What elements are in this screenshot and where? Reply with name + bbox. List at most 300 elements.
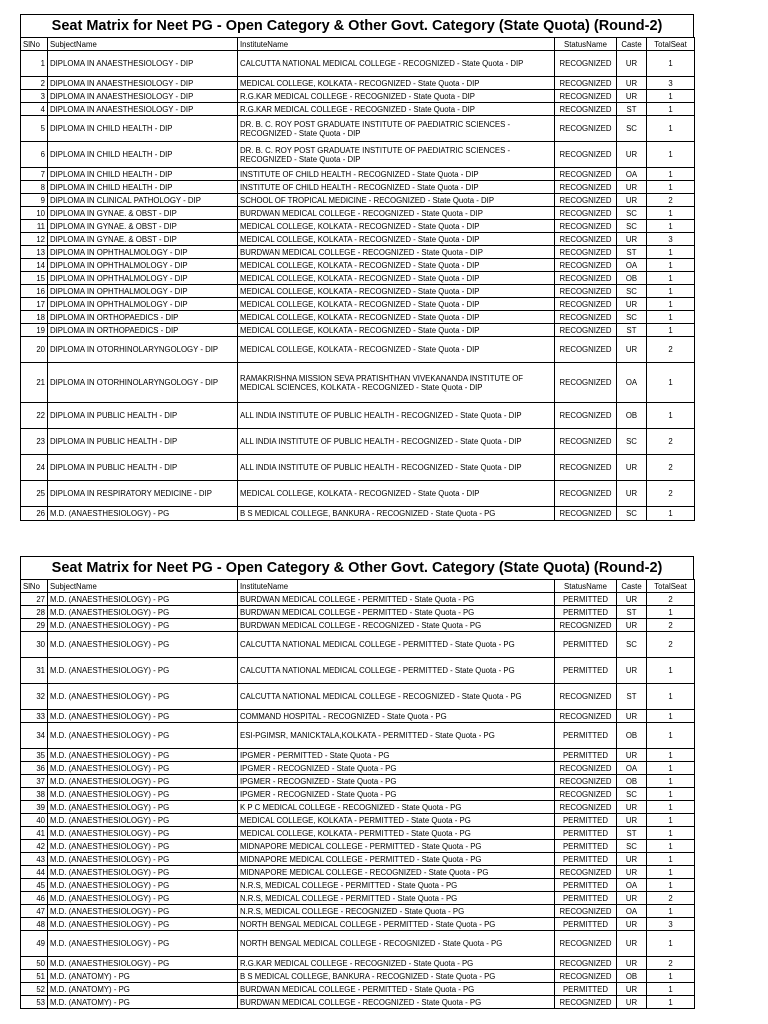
row-subject: M.D. (ANAESTHESIOLOGY) - PG — [48, 905, 238, 918]
row-total-seat: 2 — [647, 455, 695, 481]
row-subject: DIPLOMA IN CHILD HEALTH - DIP — [48, 181, 238, 194]
table-row — [21, 507, 695, 521]
row-institute: MIDNAPORE MEDICAL COLLEGE - PERMITTED - State Quota - PG — [238, 840, 555, 853]
row-subject: DIPLOMA IN OTORHINOLARYNGOLOGY - DIP — [48, 337, 238, 363]
row-institute: MEDICAL COLLEGE, KOLKATA - RECOGNIZED - State Quota - DIP — [238, 272, 555, 285]
row-total-seat: 1 — [647, 996, 695, 1009]
row-caste: UR — [617, 51, 647, 77]
row-subject: DIPLOMA IN OTORHINOLARYNGOLOGY - DIP — [48, 363, 238, 403]
row-institute: IPGMER - PERMITTED - State Quota - PG — [238, 749, 555, 762]
row-total-seat: 1 — [647, 710, 695, 723]
row-total-seat: 1 — [647, 723, 695, 749]
row-slno: 18 — [21, 311, 48, 324]
row-subject: M.D. (ANAESTHESIOLOGY) - PG — [48, 762, 238, 775]
col-header-slno: SlNo — [21, 580, 48, 593]
row-subject: M.D. (ANAESTHESIOLOGY) - PG — [48, 814, 238, 827]
row-caste: UR — [617, 181, 647, 194]
table-row — [21, 103, 695, 116]
row-slno: 23 — [21, 429, 48, 455]
row-total-seat: 1 — [647, 606, 695, 619]
table-row — [21, 983, 695, 996]
row-total-seat: 2 — [647, 194, 695, 207]
row-total-seat: 1 — [647, 311, 695, 324]
row-subject: DIPLOMA IN ORTHOPAEDICS - DIP — [48, 311, 238, 324]
row-caste: UR — [617, 298, 647, 311]
row-institute: MEDICAL COLLEGE, KOLKATA - RECOGNIZED - State Quota - DIP — [238, 298, 555, 311]
row-caste: SC — [617, 840, 647, 853]
row-caste: ST — [617, 606, 647, 619]
row-institute: COMMAND HOSPITAL - RECOGNIZED - State Quota - PG — [238, 710, 555, 723]
row-total-seat: 1 — [647, 853, 695, 866]
row-institute: MEDICAL COLLEGE, KOLKATA - RECOGNIZED - State Quota - DIP — [238, 233, 555, 246]
table-row — [21, 879, 695, 892]
row-caste: OB — [617, 775, 647, 788]
row-slno: 48 — [21, 918, 48, 931]
row-institute: MEDICAL COLLEGE, KOLKATA - RECOGNIZED - State Quota - DIP — [238, 481, 555, 507]
row-status: RECOGNIZED — [555, 619, 617, 632]
row-caste: OA — [617, 762, 647, 775]
row-subject: DIPLOMA IN CHILD HEALTH - DIP — [48, 142, 238, 168]
row-institute: BURDWAN MEDICAL COLLEGE - RECOGNIZED - State Quota - DIP — [238, 246, 555, 259]
table-row — [21, 684, 695, 710]
table-row — [21, 259, 695, 272]
row-institute: NORTH BENGAL MEDICAL COLLEGE - RECOGNIZED - State Quota - PG — [238, 931, 555, 957]
row-slno: 38 — [21, 788, 48, 801]
row-subject: M.D. (ANAESTHESIOLOGY) - PG — [48, 710, 238, 723]
row-status: PERMITTED — [555, 658, 617, 684]
row-status: PERMITTED — [555, 879, 617, 892]
row-subject: M.D. (ANAESTHESIOLOGY) - PG — [48, 827, 238, 840]
row-status: PERMITTED — [555, 983, 617, 996]
row-slno: 3 — [21, 90, 48, 103]
row-subject: DIPLOMA IN PUBLIC HEALTH - DIP — [48, 455, 238, 481]
row-institute: MEDICAL COLLEGE, KOLKATA - PERMITTED - State Quota - PG — [238, 814, 555, 827]
row-status: RECOGNIZED — [555, 481, 617, 507]
table-body — [21, 593, 695, 1009]
row-status: RECOGNIZED — [555, 298, 617, 311]
row-slno: 31 — [21, 658, 48, 684]
table-row — [21, 775, 695, 788]
row-status: RECOGNIZED — [555, 259, 617, 272]
row-total-seat: 1 — [647, 749, 695, 762]
row-slno: 17 — [21, 298, 48, 311]
row-caste: UR — [617, 710, 647, 723]
row-total-seat: 1 — [647, 905, 695, 918]
table-row — [21, 632, 695, 658]
row-caste: SC — [617, 788, 647, 801]
row-subject: DIPLOMA IN OPHTHALMOLOGY - DIP — [48, 298, 238, 311]
row-institute: ALL INDIA INSTITUTE OF PUBLIC HEALTH - RECOGNIZED - State Quota - DIP — [238, 429, 555, 455]
row-subject: DIPLOMA IN CHILD HEALTH - DIP — [48, 168, 238, 181]
row-total-seat: 2 — [647, 632, 695, 658]
col-header-slno: SlNo — [21, 38, 48, 51]
table-row — [21, 272, 695, 285]
row-slno: 19 — [21, 324, 48, 337]
table-row — [21, 311, 695, 324]
table-body — [21, 51, 695, 521]
row-total-seat: 1 — [647, 983, 695, 996]
row-institute: R.G.KAR MEDICAL COLLEGE - RECOGNIZED - State Quota - DIP — [238, 90, 555, 103]
header-row — [21, 580, 695, 593]
row-caste: UR — [617, 337, 647, 363]
col-header-status: StatusName — [555, 580, 617, 593]
table-row — [21, 892, 695, 905]
row-subject: DIPLOMA IN CHILD HEALTH - DIP — [48, 116, 238, 142]
row-total-seat: 1 — [647, 684, 695, 710]
row-caste: OB — [617, 272, 647, 285]
row-institute: CALCUTTA NATIONAL MEDICAL COLLEGE - PERMITTED - State Quota - PG — [238, 632, 555, 658]
row-caste: UR — [617, 801, 647, 814]
table-row — [21, 181, 695, 194]
row-caste: UR — [617, 481, 647, 507]
row-slno: 12 — [21, 233, 48, 246]
table-row — [21, 116, 695, 142]
col-header-subject: SubjectName — [48, 580, 238, 593]
table-row — [21, 363, 695, 403]
row-institute: MEDICAL COLLEGE, KOLKATA - RECOGNIZED - State Quota - DIP — [238, 324, 555, 337]
table-row — [21, 285, 695, 298]
row-status: RECOGNIZED — [555, 788, 617, 801]
row-institute: DR. B. C. ROY POST GRADUATE INSTITUTE OF PAEDIATRIC SCIENCES - RECOGNIZED - State Quota - DIP — [238, 142, 555, 168]
row-subject: DIPLOMA IN PUBLIC HEALTH - DIP — [48, 403, 238, 429]
row-total-seat: 1 — [647, 814, 695, 827]
row-caste: UR — [617, 918, 647, 931]
row-slno: 29 — [21, 619, 48, 632]
table-row — [21, 606, 695, 619]
row-slno: 45 — [21, 879, 48, 892]
row-subject: M.D. (ANAESTHESIOLOGY) - PG — [48, 593, 238, 606]
table-row — [21, 142, 695, 168]
row-total-seat: 1 — [647, 272, 695, 285]
row-institute: R.G.KAR MEDICAL COLLEGE - RECOGNIZED - State Quota - DIP — [238, 103, 555, 116]
row-slno: 49 — [21, 931, 48, 957]
row-caste: ST — [617, 103, 647, 116]
row-slno: 6 — [21, 142, 48, 168]
row-total-seat: 3 — [647, 233, 695, 246]
row-institute: BURDWAN MEDICAL COLLEGE - PERMITTED - State Quota - PG — [238, 983, 555, 996]
row-slno: 10 — [21, 207, 48, 220]
row-caste: UR — [617, 866, 647, 879]
row-status: RECOGNIZED — [555, 363, 617, 403]
table-row — [21, 905, 695, 918]
row-status: PERMITTED — [555, 632, 617, 658]
row-subject: M.D. (ANAESTHESIOLOGY) - PG — [48, 918, 238, 931]
row-institute: CALCUTTA NATIONAL MEDICAL COLLEGE - RECOGNIZED - State Quota - DIP — [238, 51, 555, 77]
seat-matrix-table — [20, 37, 695, 521]
row-subject: DIPLOMA IN ANAESTHESIOLOGY - DIP — [48, 103, 238, 116]
row-status: RECOGNIZED — [555, 246, 617, 259]
row-status: RECOGNIZED — [555, 207, 617, 220]
row-slno: 21 — [21, 363, 48, 403]
row-slno: 43 — [21, 853, 48, 866]
row-institute: ALL INDIA INSTITUTE OF PUBLIC HEALTH - RECOGNIZED - State Quota - DIP — [238, 403, 555, 429]
table-row — [21, 996, 695, 1009]
row-subject: M.D. (ANAESTHESIOLOGY) - PG — [48, 658, 238, 684]
row-institute: MEDICAL COLLEGE, KOLKATA - RECOGNIZED - State Quota - DIP — [238, 259, 555, 272]
row-subject: DIPLOMA IN OPHTHALMOLOGY - DIP — [48, 246, 238, 259]
row-subject: DIPLOMA IN GYNAE. & OBST - DIP — [48, 220, 238, 233]
row-caste: OA — [617, 363, 647, 403]
table-row — [21, 723, 695, 749]
table-row — [21, 298, 695, 311]
table-row — [21, 481, 695, 507]
row-caste: UR — [617, 142, 647, 168]
row-status: PERMITTED — [555, 749, 617, 762]
row-total-seat: 1 — [647, 827, 695, 840]
row-status: PERMITTED — [555, 853, 617, 866]
row-slno: 42 — [21, 840, 48, 853]
row-status: RECOGNIZED — [555, 90, 617, 103]
row-subject: DIPLOMA IN RESPIRATORY MEDICINE - DIP — [48, 481, 238, 507]
row-subject: M.D. (ANAESTHESIOLOGY) - PG — [48, 723, 238, 749]
row-slno: 50 — [21, 957, 48, 970]
seat-matrix-table — [20, 579, 695, 1009]
row-caste: UR — [617, 593, 647, 606]
row-total-seat: 1 — [647, 403, 695, 429]
row-subject: M.D. (ANAESTHESIOLOGY) - PG — [48, 775, 238, 788]
row-subject: M.D. (ANATOMY) - PG — [48, 996, 238, 1009]
row-status: RECOGNIZED — [555, 801, 617, 814]
row-caste: ST — [617, 684, 647, 710]
row-caste: UR — [617, 749, 647, 762]
row-subject: M.D. (ANAESTHESIOLOGY) - PG — [48, 866, 238, 879]
row-caste: UR — [617, 983, 647, 996]
row-institute: DR. B. C. ROY POST GRADUATE INSTITUTE OF PAEDIATRIC SCIENCES - RECOGNIZED - State Quota - DIP — [238, 116, 555, 142]
row-total-seat: 2 — [647, 593, 695, 606]
row-slno: 34 — [21, 723, 48, 749]
table-row — [21, 455, 695, 481]
row-subject: M.D. (ANAESTHESIOLOGY) - PG — [48, 957, 238, 970]
row-slno: 52 — [21, 983, 48, 996]
row-caste: OA — [617, 879, 647, 892]
row-subject: M.D. (ANAESTHESIOLOGY) - PG — [48, 801, 238, 814]
row-slno: 24 — [21, 455, 48, 481]
row-institute: CALCUTTA NATIONAL MEDICAL COLLEGE - RECOGNIZED - State Quota - PG — [238, 684, 555, 710]
row-caste: UR — [617, 931, 647, 957]
row-subject: M.D. (ANAESTHESIOLOGY) - PG — [48, 632, 238, 658]
row-subject: M.D. (ANAESTHESIOLOGY) - PG — [48, 619, 238, 632]
row-subject: M.D. (ANAESTHESIOLOGY) - PG — [48, 749, 238, 762]
row-slno: 16 — [21, 285, 48, 298]
row-total-seat: 1 — [647, 931, 695, 957]
table-row — [21, 168, 695, 181]
col-header-caste: Caste — [617, 580, 647, 593]
row-status: PERMITTED — [555, 892, 617, 905]
row-institute: ESI-PGIMSR, MANICKTALA,KOLKATA - PERMITTED - State Quota - PG — [238, 723, 555, 749]
row-institute: B S MEDICAL COLLEGE, BANKURA - RECOGNIZED - State Quota - PG — [238, 970, 555, 983]
row-total-seat: 1 — [647, 51, 695, 77]
seat-matrix-sheet-2 — [20, 556, 694, 1009]
row-status: RECOGNIZED — [555, 970, 617, 983]
row-status: RECOGNIZED — [555, 233, 617, 246]
row-total-seat: 1 — [647, 103, 695, 116]
row-total-seat: 1 — [647, 181, 695, 194]
row-slno: 41 — [21, 827, 48, 840]
row-status: RECOGNIZED — [555, 337, 617, 363]
row-institute: IPGMER - RECOGNIZED - State Quota - PG — [238, 788, 555, 801]
row-slno: 27 — [21, 593, 48, 606]
row-subject: M.D. (ANAESTHESIOLOGY) - PG — [48, 892, 238, 905]
table-row — [21, 749, 695, 762]
row-slno: 1 — [21, 51, 48, 77]
row-caste: UR — [617, 455, 647, 481]
row-total-seat: 1 — [647, 324, 695, 337]
row-status: RECOGNIZED — [555, 220, 617, 233]
row-institute: MIDNAPORE MEDICAL COLLEGE - PERMITTED - State Quota - PG — [238, 853, 555, 866]
row-total-seat: 1 — [647, 90, 695, 103]
row-caste: OB — [617, 970, 647, 983]
table-row — [21, 970, 695, 983]
row-subject: DIPLOMA IN ANAESTHESIOLOGY - DIP — [48, 51, 238, 77]
row-status: RECOGNIZED — [555, 905, 617, 918]
row-total-seat: 1 — [647, 788, 695, 801]
row-institute: BURDWAN MEDICAL COLLEGE - RECOGNIZED - State Quota - PG — [238, 996, 555, 1009]
table-row — [21, 853, 695, 866]
row-total-seat: 1 — [647, 116, 695, 142]
col-header-subject: SubjectName — [48, 38, 238, 51]
row-slno: 53 — [21, 996, 48, 1009]
row-caste: SC — [617, 507, 647, 521]
row-institute: MEDICAL COLLEGE, KOLKATA - RECOGNIZED - State Quota - DIP — [238, 220, 555, 233]
row-slno: 40 — [21, 814, 48, 827]
col-header-total-seat: TotalSeat — [647, 580, 695, 593]
table-row — [21, 801, 695, 814]
seat-matrix-sheet-1 — [20, 14, 694, 521]
row-status: RECOGNIZED — [555, 324, 617, 337]
table-row — [21, 931, 695, 957]
table-row — [21, 658, 695, 684]
row-institute: IPGMER - RECOGNIZED - State Quota - PG — [238, 775, 555, 788]
row-slno: 51 — [21, 970, 48, 983]
row-institute: N.R.S, MEDICAL COLLEGE - PERMITTED - State Quota - PG — [238, 892, 555, 905]
row-status: RECOGNIZED — [555, 116, 617, 142]
row-total-seat: 1 — [647, 142, 695, 168]
row-total-seat: 1 — [647, 658, 695, 684]
row-institute: CALCUTTA NATIONAL MEDICAL COLLEGE - PERMITTED - State Quota - PG — [238, 658, 555, 684]
row-status: PERMITTED — [555, 840, 617, 853]
row-total-seat: 1 — [647, 259, 695, 272]
row-slno: 4 — [21, 103, 48, 116]
row-institute: MEDICAL COLLEGE, KOLKATA - RECOGNIZED - State Quota - DIP — [238, 311, 555, 324]
row-caste: ST — [617, 246, 647, 259]
row-institute: BURDWAN MEDICAL COLLEGE - RECOGNIZED - State Quota - PG — [238, 619, 555, 632]
row-slno: 33 — [21, 710, 48, 723]
row-institute: BURDWAN MEDICAL COLLEGE - RECOGNIZED - State Quota - DIP — [238, 207, 555, 220]
row-total-seat: 1 — [647, 168, 695, 181]
row-status: RECOGNIZED — [555, 710, 617, 723]
row-subject: DIPLOMA IN PUBLIC HEALTH - DIP — [48, 429, 238, 455]
row-caste: OA — [617, 905, 647, 918]
row-subject: M.D. (ANAESTHESIOLOGY) - PG — [48, 606, 238, 619]
table-row — [21, 619, 695, 632]
row-subject: DIPLOMA IN CLINICAL PATHOLOGY - DIP — [48, 194, 238, 207]
col-header-status: StatusName — [555, 38, 617, 51]
row-total-seat: 1 — [647, 285, 695, 298]
row-status: RECOGNIZED — [555, 142, 617, 168]
row-slno: 47 — [21, 905, 48, 918]
table-row — [21, 827, 695, 840]
row-institute: INSTITUTE OF CHILD HEALTH - RECOGNIZED - State Quota - DIP — [238, 181, 555, 194]
row-slno: 13 — [21, 246, 48, 259]
col-header-total-seat: TotalSeat — [647, 38, 695, 51]
row-subject: DIPLOMA IN OPHTHALMOLOGY - DIP — [48, 272, 238, 285]
row-institute: INSTITUTE OF CHILD HEALTH - RECOGNIZED - State Quota - DIP — [238, 168, 555, 181]
row-total-seat: 1 — [647, 298, 695, 311]
table-row — [21, 957, 695, 970]
row-caste: ST — [617, 324, 647, 337]
row-status: RECOGNIZED — [555, 403, 617, 429]
row-caste: OB — [617, 723, 647, 749]
row-caste: SC — [617, 429, 647, 455]
row-status: RECOGNIZED — [555, 285, 617, 298]
row-total-seat: 1 — [647, 207, 695, 220]
row-status: RECOGNIZED — [555, 507, 617, 521]
row-caste: SC — [617, 220, 647, 233]
row-total-seat: 1 — [647, 970, 695, 983]
table-row — [21, 403, 695, 429]
row-institute: IPGMER - RECOGNIZED - State Quota - PG — [238, 762, 555, 775]
row-subject: M.D. (ANAESTHESIOLOGY) - PG — [48, 931, 238, 957]
table-row — [21, 77, 695, 90]
sheet-title: Seat Matrix for Neet PG - Open Category & Other Govt. Category (State Quota) (Round-2) — [20, 14, 694, 37]
row-institute: MEDICAL COLLEGE, KOLKATA - RECOGNIZED - State Quota - DIP — [238, 77, 555, 90]
row-total-seat: 1 — [647, 246, 695, 259]
row-subject: M.D. (ANATOMY) - PG — [48, 970, 238, 983]
row-total-seat: 1 — [647, 801, 695, 814]
table-row — [21, 51, 695, 77]
row-caste: UR — [617, 233, 647, 246]
row-total-seat: 2 — [647, 481, 695, 507]
row-slno: 28 — [21, 606, 48, 619]
row-total-seat: 2 — [647, 619, 695, 632]
row-caste: ST — [617, 827, 647, 840]
row-subject: DIPLOMA IN ANAESTHESIOLOGY - DIP — [48, 90, 238, 103]
row-caste: UR — [617, 194, 647, 207]
row-slno: 9 — [21, 194, 48, 207]
row-institute: R.G.KAR MEDICAL COLLEGE - RECOGNIZED - State Quota - PG — [238, 957, 555, 970]
table-row — [21, 207, 695, 220]
table-row — [21, 337, 695, 363]
row-slno: 36 — [21, 762, 48, 775]
row-total-seat: 1 — [647, 775, 695, 788]
row-status: RECOGNIZED — [555, 429, 617, 455]
row-caste: UR — [617, 996, 647, 1009]
row-slno: 22 — [21, 403, 48, 429]
row-subject: M.D. (ANAESTHESIOLOGY) - PG — [48, 684, 238, 710]
row-caste: UR — [617, 619, 647, 632]
row-subject: DIPLOMA IN GYNAE. & OBST - DIP — [48, 233, 238, 246]
row-subject: DIPLOMA IN ORTHOPAEDICS - DIP — [48, 324, 238, 337]
row-total-seat: 1 — [647, 363, 695, 403]
row-slno: 15 — [21, 272, 48, 285]
row-total-seat: 1 — [647, 840, 695, 853]
row-status: PERMITTED — [555, 723, 617, 749]
row-caste: UR — [617, 957, 647, 970]
col-header-caste: Caste — [617, 38, 647, 51]
row-status: RECOGNIZED — [555, 103, 617, 116]
row-caste: SC — [617, 632, 647, 658]
row-status: PERMITTED — [555, 827, 617, 840]
row-total-seat: 1 — [647, 507, 695, 521]
table-row — [21, 814, 695, 827]
row-status: RECOGNIZED — [555, 866, 617, 879]
row-subject: M.D. (ANAESTHESIOLOGY) - PG — [48, 840, 238, 853]
table-row — [21, 866, 695, 879]
table-row — [21, 788, 695, 801]
row-institute: ALL INDIA INSTITUTE OF PUBLIC HEALTH - RECOGNIZED - State Quota - DIP — [238, 455, 555, 481]
row-status: RECOGNIZED — [555, 762, 617, 775]
header-row — [21, 38, 695, 51]
